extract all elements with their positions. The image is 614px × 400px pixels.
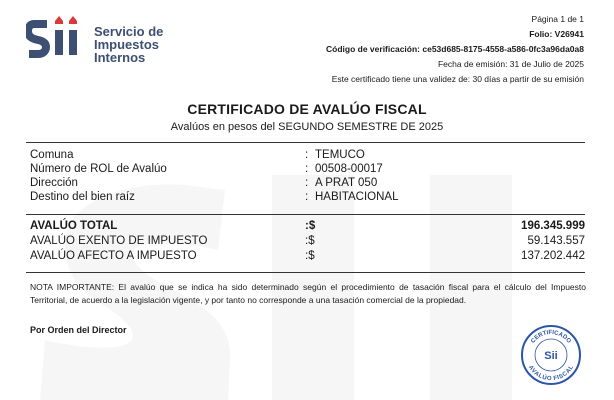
emission-date: Fecha de emisión: 31 de Julio de 2025 xyxy=(437,59,584,69)
document-subtitle: Avalúos en pesos del SEGUNDO SEMESTRE DE 2025 xyxy=(170,121,444,133)
divider xyxy=(26,214,585,215)
property-label: Número de ROL de Avalúo xyxy=(30,163,167,175)
amount-currency: :$ xyxy=(305,220,316,232)
property-label: Comuna xyxy=(30,149,74,161)
property-separator: : xyxy=(305,191,309,203)
amount-value: 196.345.999 xyxy=(521,220,585,232)
amount-currency: :$ xyxy=(305,250,315,262)
certificate-stamp xyxy=(520,324,582,386)
amount-row xyxy=(30,234,585,249)
property-row xyxy=(30,190,585,204)
svg-text:CERTIFICADO xyxy=(530,330,572,345)
amount-value: 137.202.442 xyxy=(521,250,585,262)
sii-logo xyxy=(26,10,176,66)
sii-logo-name xyxy=(94,25,163,64)
amount-value: 59.143.557 xyxy=(527,235,585,247)
property-value: TEMUCO xyxy=(315,149,365,161)
stamp-bottom-text: AVALÚO FISCAL xyxy=(526,364,576,383)
property-row xyxy=(30,176,585,190)
stamp-top-text: CERTIFICADO xyxy=(530,329,572,345)
logo-name-line: Servicio de xyxy=(94,24,164,39)
logo-name-line: Internos xyxy=(94,50,146,65)
property-label: Destino del bien raíz xyxy=(30,191,135,203)
divider xyxy=(26,272,585,273)
document-title: CERTIFICADO DE AVALÚO FISCAL xyxy=(187,101,427,117)
validity-note: Este certificado tiene una validez de: 30 días a partir de su emisión xyxy=(331,74,584,84)
certificate-header-info xyxy=(326,12,584,87)
property-value: HABITACIONAL xyxy=(315,191,399,203)
logo-name-line: Impuestos xyxy=(94,37,160,52)
signature-line: Por Orden del Director xyxy=(30,325,127,335)
stamp-mark-text: Sii xyxy=(544,350,558,362)
amount-row xyxy=(30,249,585,264)
verification-code: Código de verificación: ce53d685-8175-4558-a586-0fc3a96da0a8 xyxy=(326,44,584,54)
property-separator: : xyxy=(305,149,309,161)
property-separator: : xyxy=(305,177,309,189)
property-separator: : xyxy=(305,163,309,175)
property-value: A PRAT 050 xyxy=(315,177,378,189)
amount-row-total xyxy=(30,219,585,234)
amount-currency: :$ xyxy=(305,235,315,247)
folio: Folio: V26941 xyxy=(529,29,584,39)
divider xyxy=(26,142,585,143)
property-value: 00508-00017 xyxy=(315,163,383,175)
property-row xyxy=(30,162,585,176)
amount-label: AVALÚO EXENTO DE IMPUESTO xyxy=(30,235,208,247)
amount-label: AVALÚO AFECTO A IMPUESTO xyxy=(30,250,197,262)
property-row xyxy=(30,148,585,162)
amount-label: AVALÚO TOTAL xyxy=(30,220,118,232)
sii-logo-mark xyxy=(26,10,88,66)
important-note: NOTA IMPORTANTE: El avalúo que se indica ha sido determinado según el procedimiento de tasación fiscal para el cálculo del Impuesto Territorial, de acuerdo a la legislación vigente, y por tanto no corresponde a una tasación comercial de la propiedad. xyxy=(30,282,586,305)
page-number: Página 1 de 1 xyxy=(531,14,584,24)
property-label: Dirección xyxy=(30,177,78,189)
